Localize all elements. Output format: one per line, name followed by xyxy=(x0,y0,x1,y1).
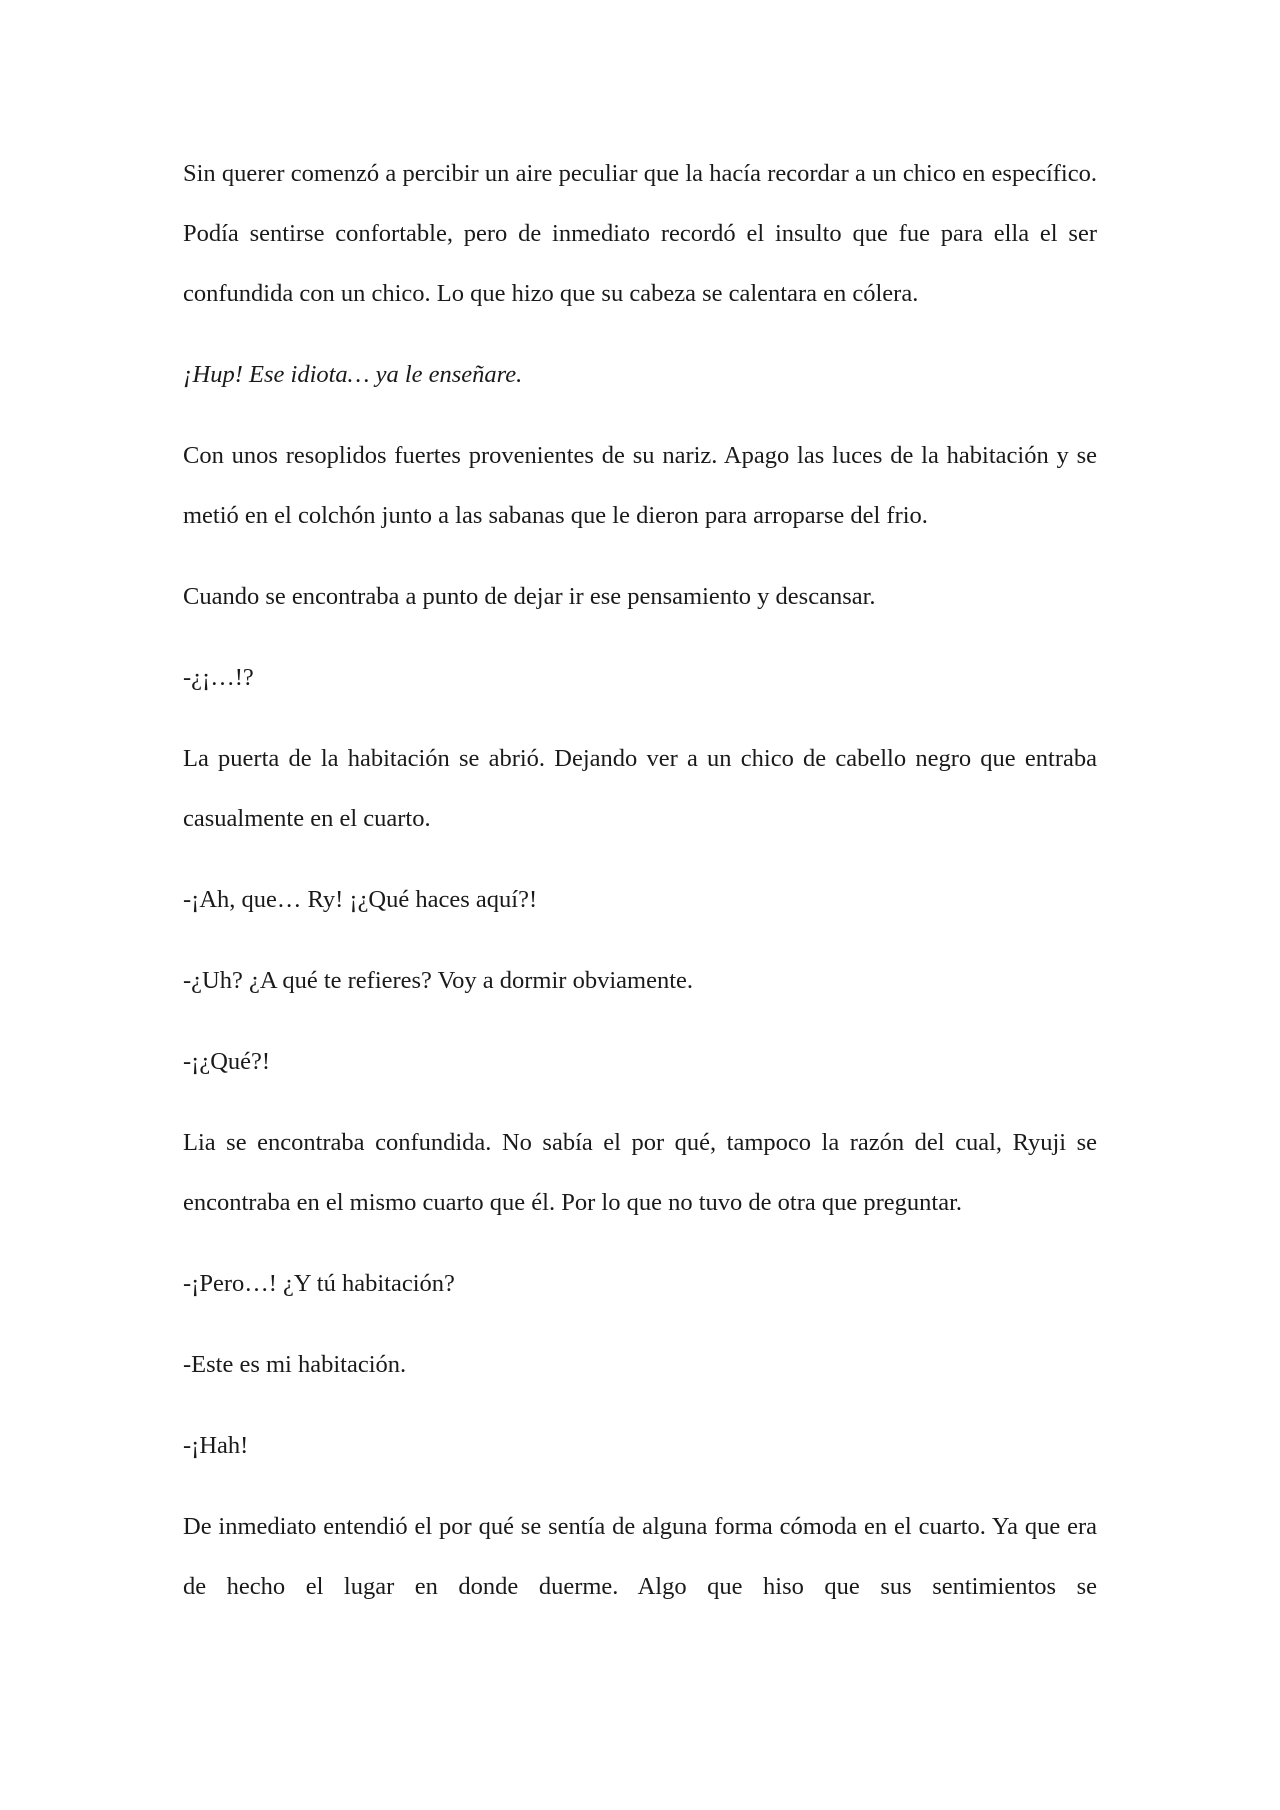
dialogue-line-5: -¡Pero…! ¿Y tú habitación? xyxy=(183,1270,455,1297)
dialogue-line-2: -¡Ah, que… Ry! ¡¿Qué haces aquí?! xyxy=(183,886,538,913)
paragraph-1: Sin querer comenzó a percibir un aire peculiar que la hacía recordar a un chico en específico. Podía sentirse confortable, pero de inmediato recordó el insulto que fue para ella el ser confundida con un chico. Lo que hizo que su cabeza se calentara en cólera. xyxy=(183,160,1097,307)
dialogue-line-3: -¿Uh? ¿A qué te refieres? Voy a dormir obviamente. xyxy=(183,967,694,994)
dialogue-line-1: -¿¡…!? xyxy=(183,664,254,691)
paragraph-5: La puerta de la habitación se abrió. Dejando ver a un chico de cabello negro que entraba casualmente en el cuarto. xyxy=(183,745,1097,832)
document-page xyxy=(183,144,1097,1638)
paragraph-2-thought: ¡Hup! Ese idiota… ya le enseñare. xyxy=(183,361,523,388)
paragraph-3: Con unos resoplidos fuertes provenientes de su nariz. Apago las luces de la habitación y se metió en el colchón junto a las sabanas que le dieron para arroparse del frio. xyxy=(183,442,1097,529)
dialogue-line-6: -Este es mi habitación. xyxy=(183,1351,407,1378)
paragraph-4: Cuando se encontraba a punto de dejar ir ese pensamiento y descansar. xyxy=(183,583,876,610)
paragraph-6: Lia se encontraba confundida. No sabía el por qué, tampoco la razón del cual, Ryuji se encontraba en el mismo cuarto que él. Por lo que no tuvo de otra que preguntar. xyxy=(183,1129,1097,1216)
dialogue-line-7: -¡Hah! xyxy=(183,1432,249,1459)
paragraph-7: De inmediato entendió el por qué se sentía de alguna forma cómoda en el cuarto. Ya que era de hecho el lugar en donde duerme. Algo que hiso que sus sentimientos se xyxy=(183,1513,1097,1600)
dialogue-line-4: -¡¿Qué?! xyxy=(183,1048,271,1075)
